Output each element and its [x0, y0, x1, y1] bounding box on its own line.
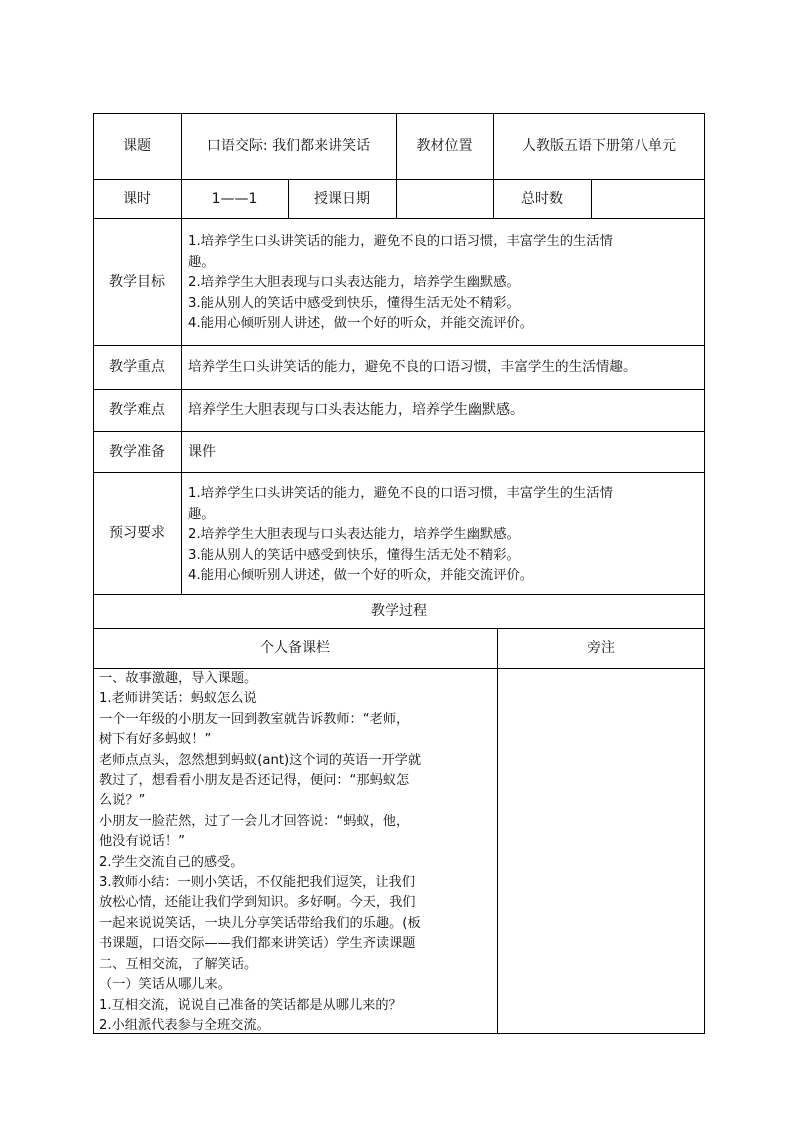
- goals-text: [188, 232, 700, 335]
- date-label: 授课日期: [314, 190, 370, 207]
- process-line: 一个一年级的小朋友一回到教室就告诉教师：“老师，: [99, 711, 410, 727]
- goals-label: 教学目标: [109, 273, 165, 290]
- goals-line: 2.培养学生大胆表现与口头表达能力，培养学生幽默感。: [188, 275, 520, 290]
- process-line: 树下有好多蚂蚁！”: [99, 732, 212, 748]
- key-points-value: 培养学生口头讲笑话的能力，避免不良的口语习惯，丰富学生的生活情趣。: [188, 359, 637, 375]
- difficulties-value: 培养学生大胆表现与口头表达能力，培养学生幽默感。: [188, 402, 524, 418]
- process-line: 3.教师小结：一则小笑话，不仅能把我们逗笑，让我们: [99, 875, 415, 891]
- process-line: 教过了，想看看小朋友是否还记得，便问：“那蚂蚁怎: [99, 773, 410, 789]
- col-divider: [497, 628, 498, 1034]
- process-line: 1.互相交流，说说自己准备的笑话都是从哪儿来的？: [99, 997, 402, 1013]
- date-value: [396, 179, 493, 218]
- preview-text: [188, 484, 700, 587]
- preview-line: 4.能用心倾听别人讲述，做一个好的听众，并能交流评价。: [188, 568, 534, 583]
- preview-line: 3.能从别人的笑话中感受到快乐，懂得生活无处不精彩。: [188, 547, 520, 563]
- process-line: 一、故事激趣，导入课题。: [99, 671, 258, 686]
- process-line: 小朋友一脸茫然，过了一会儿才回答说：“蚂蚁，他，: [99, 813, 410, 829]
- preparation-value: 课件: [188, 443, 216, 460]
- personal-column-header: 个人备课栏: [260, 640, 330, 656]
- position-label: 教材位置: [416, 138, 473, 154]
- process-line: 书课题，口语交际——我们都来讲笑话）学生齐读课题: [99, 936, 416, 952]
- preview-line: 2.培养学生大胆表现与口头表达能力，培养学生幽默感。: [188, 527, 520, 542]
- period-value: 1——1: [211, 190, 258, 207]
- key-points-label: 教学重点: [109, 359, 165, 375]
- process-line: 2.学生交流自己的感受。: [99, 854, 244, 870]
- goals-line: 趣。: [188, 254, 215, 270]
- row-divider: [93, 472, 705, 473]
- process-line: 么说？”: [99, 793, 146, 809]
- preview-line: 趣。: [188, 506, 215, 522]
- goals-line: 3.能从别人的笑话中感受到快乐，懂得生活无处不精彩。: [188, 295, 520, 311]
- process-line: （一）笑话从哪儿来。: [99, 977, 231, 993]
- goals-line: 1.培养学生口头讲笑话的能力，避免不良的口语习惯，丰富学生的生活情: [188, 234, 613, 249]
- row-divider: [93, 218, 705, 219]
- period-label: 课时: [123, 190, 151, 207]
- difficulties-label: 教学难点: [109, 402, 165, 418]
- process-content: [99, 669, 493, 1036]
- process-title: 教学过程: [371, 603, 427, 619]
- process-line: 他没有说话！”: [99, 834, 185, 850]
- process-line: 二、互相交流，了解笑话。: [99, 956, 258, 972]
- process-line: 老师点点头，忽然想到蚂蚁(ant)这个词的英语一开学就: [99, 752, 422, 768]
- process-line: 1.老师讲笑话：蚂蚁怎么说: [99, 691, 257, 707]
- notes-column-header: 旁注: [587, 640, 615, 656]
- total-value: [591, 179, 705, 218]
- topic-value: 口语交际: 我们都来讲笑话: [206, 138, 371, 154]
- process-line: 2.小组派代表参与全班交流。: [99, 1017, 270, 1033]
- topic-label: 课题: [123, 138, 151, 154]
- preview-label: 预习要求: [109, 525, 165, 541]
- preview-line: 1.培养学生口头讲笑话的能力，避免不良的口语习惯，丰富学生的生活情: [188, 486, 613, 501]
- total-label: 总时数: [521, 190, 563, 207]
- process-line: 放松心情，还能让我们学到知识。多好啊。今天，我们: [99, 895, 416, 911]
- goals-line: 4.能用心倾听别人讲述，做一个好的听众，并能交流评价。: [188, 316, 534, 331]
- process-line: 一起来说说笑话，一块儿分享笑话带给我们的乐趣。(板: [99, 915, 421, 931]
- preparation-label: 教学准备: [109, 443, 165, 460]
- position-value: 人教版五语下册第八单元: [522, 138, 676, 154]
